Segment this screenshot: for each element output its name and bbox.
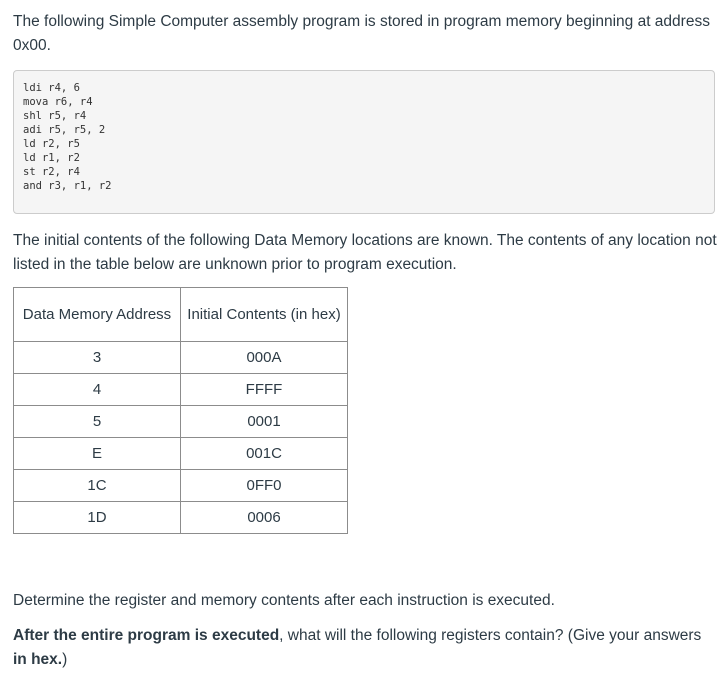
- question-end: ): [62, 651, 68, 668]
- contents-cell: FFFF: [181, 374, 348, 406]
- table-header-row: [14, 288, 348, 342]
- code-line: ld r1, r2: [23, 152, 80, 164]
- code-line: ld r2, r5: [23, 138, 80, 150]
- address-cell: 4: [14, 374, 181, 406]
- table-row: [14, 374, 348, 406]
- contents-cell: 0006: [181, 502, 348, 534]
- code-line: mova r6, r4: [23, 96, 93, 108]
- contents-cell: 001C: [181, 438, 348, 470]
- table-row: [14, 406, 348, 438]
- determine-text: Determine the register and memory contents after each instruction is executed.: [13, 592, 555, 609]
- question-bold-hex: in hex.: [13, 651, 63, 668]
- address-cell: E: [14, 438, 181, 470]
- address-cell: 3: [14, 342, 181, 374]
- table-row: [14, 342, 348, 374]
- code-line: st r2, r4: [23, 166, 80, 178]
- code-line: shl r5, r4: [23, 110, 87, 122]
- header-contents: Initial Contents (in hex): [181, 288, 348, 342]
- intro-text: The following Simple Computer assembly program is stored in program memory beginning at address 0x00.: [13, 13, 710, 54]
- question-bold-lead: After the entire program is executed: [13, 627, 280, 644]
- address-cell: 1C: [14, 470, 181, 502]
- code-line: adi r5, r5, 2: [23, 124, 106, 136]
- contents-cell: 0001: [181, 406, 348, 438]
- address-cell: 5: [14, 406, 181, 438]
- code-line: ldi r4, 6: [23, 82, 80, 94]
- header-address: Data Memory Address: [14, 288, 181, 342]
- contents-cell: 000A: [181, 342, 348, 374]
- table-row: [14, 470, 348, 502]
- code-line: and r3, r1, r2: [23, 180, 112, 192]
- question-mid: , what will the following registers contain? (Give your answers: [279, 627, 702, 644]
- memory-table: [13, 287, 348, 534]
- code-block: [13, 70, 715, 214]
- question-text: [13, 624, 713, 672]
- contents-cell: 0FF0: [181, 470, 348, 502]
- known-locations-text: The initial contents of the following Data Memory locations are known. The contents of any location not listed in the table below are unknown prior to program execution.: [13, 232, 717, 273]
- table-row: [14, 438, 348, 470]
- address-cell: 1D: [14, 502, 181, 534]
- table-row: [14, 502, 348, 534]
